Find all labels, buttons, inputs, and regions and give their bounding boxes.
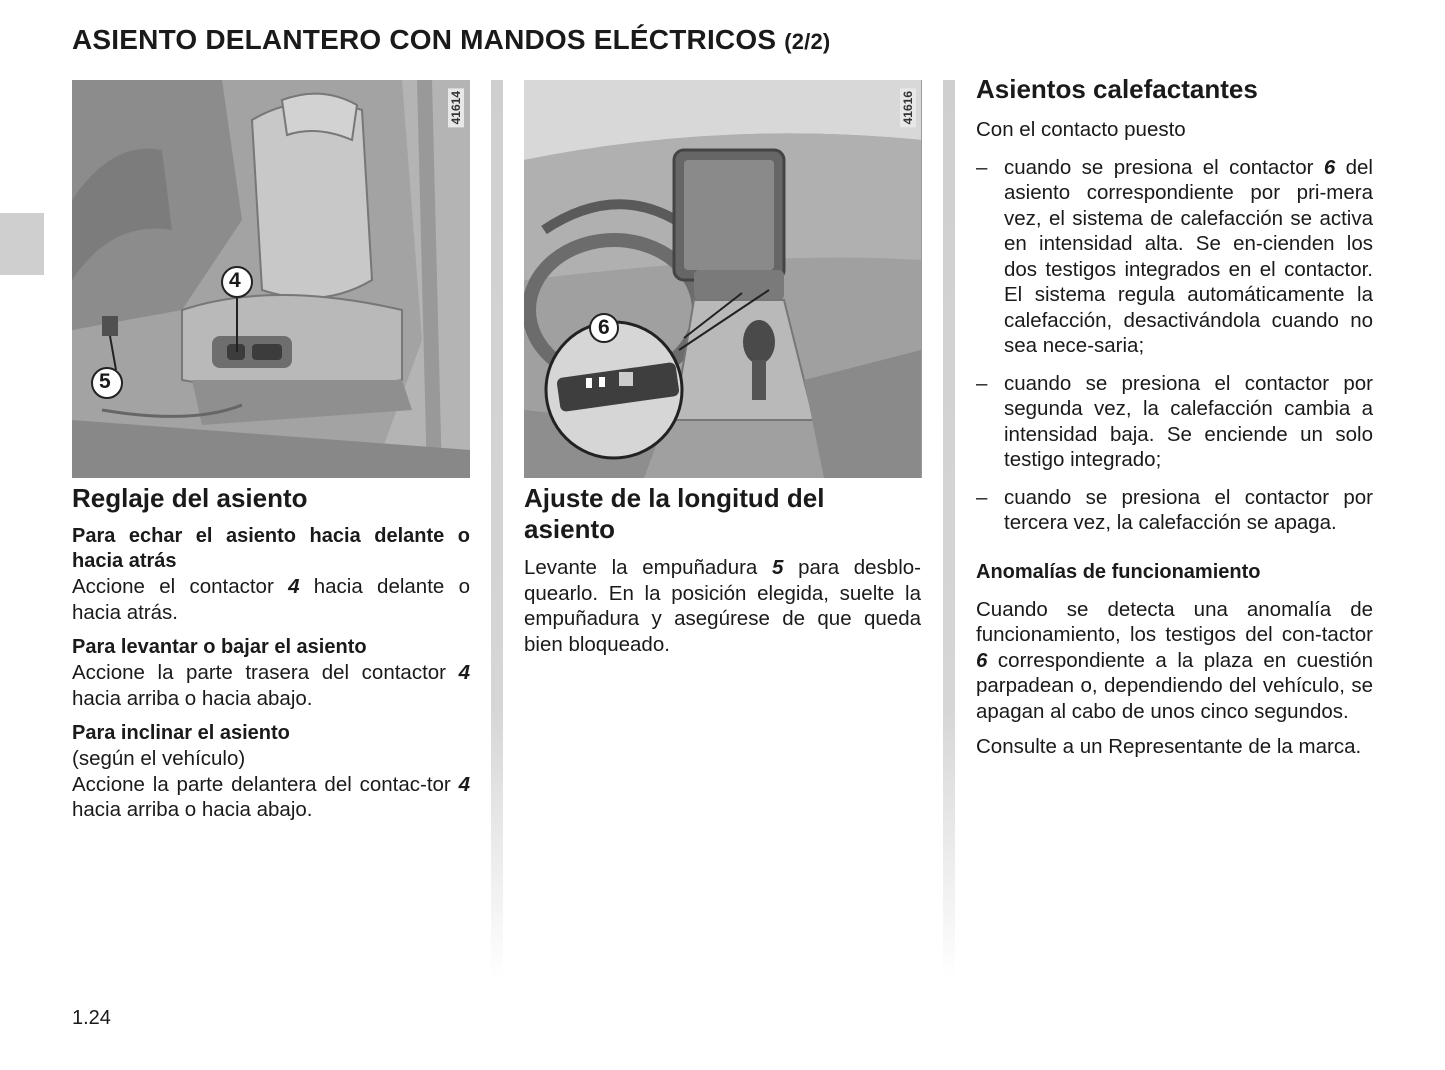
seat-length-text-block bbox=[524, 555, 921, 657]
subsection-text: Accione la parte delantera del contac-tor 4 hacia arriba o hacia abajo. bbox=[72, 772, 470, 821]
subsection-tilt bbox=[72, 721, 470, 823]
subsection-forward-backward bbox=[72, 524, 470, 625]
page-number: 1.24 bbox=[72, 1007, 111, 1029]
subsection-text: Accione el contactor 4 hacia delante o hacia atrás. bbox=[72, 575, 470, 624]
column-divider-2 bbox=[943, 80, 955, 980]
ref-handle-5: 5 bbox=[772, 556, 784, 579]
ref-contactor-6: 6 bbox=[976, 648, 988, 672]
section-heading-seat-length: Ajuste de la longitud del asiento bbox=[524, 483, 825, 544]
anomalies-title: Anomalías de funcionamiento bbox=[976, 560, 1261, 583]
list-item: – cuando se presiona el contactor 6 del asiento correspondiente por pri-mera vez, el sistema de calefacción se activa en intensidad alta. Se en-cienden los dos testigos integrados en el contactor. El sistema regula automáticamente la calefacción, desactivándola cuando no sea nece-saria; bbox=[976, 155, 1373, 357]
column-divider-1 bbox=[491, 80, 503, 980]
section-heading-seat-adjustment: Reglaje del asiento bbox=[72, 483, 308, 513]
page-title-suffix: (2/2) bbox=[784, 29, 831, 54]
heated-bullet-list bbox=[976, 155, 1373, 536]
list-item: – cuando se presiona el contactor por segunda vez, la calefacción cambia a intensidad baja. Se enciende un solo testigo integrado; bbox=[976, 371, 1373, 471]
subsection-title: Para inclinar el asiento bbox=[72, 722, 290, 744]
column-seat-length bbox=[524, 80, 921, 657]
subsection-text: Accione la parte trasera del contactor 4 hacia arriba o hacia abajo. bbox=[72, 661, 470, 710]
subsection-raise-lower bbox=[72, 635, 470, 711]
dashboard-drawing bbox=[524, 80, 921, 478]
dashboard-illustration bbox=[524, 80, 922, 478]
seat-illustration bbox=[72, 80, 470, 478]
side-tab-marker bbox=[0, 213, 44, 275]
page-title bbox=[72, 24, 830, 56]
heated-intro: Con el contacto puesto bbox=[976, 118, 1186, 141]
callout-5: 5 bbox=[99, 370, 111, 393]
ref-contactor-4: 4 bbox=[458, 661, 470, 684]
callout-6: 6 bbox=[598, 316, 610, 339]
ref-contactor-4: 4 bbox=[288, 575, 300, 598]
section-heading-heated-seats: Asientos calefactantes bbox=[976, 74, 1258, 104]
figure-number: 41614 bbox=[448, 88, 464, 127]
ref-contactor-6: 6 bbox=[1323, 155, 1336, 179]
bullet-dash: – bbox=[976, 155, 988, 179]
callout-4: 4 bbox=[229, 269, 241, 292]
subsection-title: Para levantar o bajar el asiento bbox=[72, 636, 367, 658]
column-heated-seats bbox=[976, 74, 1373, 760]
anomalies-text: Cuando se detecta una anomalía de funcionamiento, los testigos del con-tactor 6 correspondiente a la plaza en cuestión parpadean o, dependiendo del vehículo, se apagan al cabo de unos cinco segundos. bbox=[976, 597, 1373, 723]
page-title-text: ASIENTO DELANTERO CON MANDOS ELÉCTRICOS bbox=[72, 24, 777, 55]
bullet-dash: – bbox=[976, 371, 988, 395]
figure-number: 41616 bbox=[900, 88, 916, 127]
subsection-note: (según el vehículo) bbox=[72, 747, 246, 770]
ref-contactor-4: 4 bbox=[458, 772, 470, 796]
seat-drawing bbox=[72, 80, 470, 478]
seat-length-text: Levante la empuñadura 5 para desblo-quearlo. En la posición elegida, suelte la empuñadura y asegúrese de que queda bien bloqueado. bbox=[524, 556, 921, 656]
subsection-title: Para echar el asiento hacia delante o hacia atrás bbox=[72, 525, 470, 572]
bullet-dash: – bbox=[976, 485, 988, 509]
list-item: – cuando se presiona el contactor por tercera vez, la calefacción se apaga. bbox=[976, 485, 1373, 534]
column-seat-adjustment bbox=[72, 80, 470, 823]
consult-text: Consulte a un Representante de la marca. bbox=[976, 735, 1362, 758]
